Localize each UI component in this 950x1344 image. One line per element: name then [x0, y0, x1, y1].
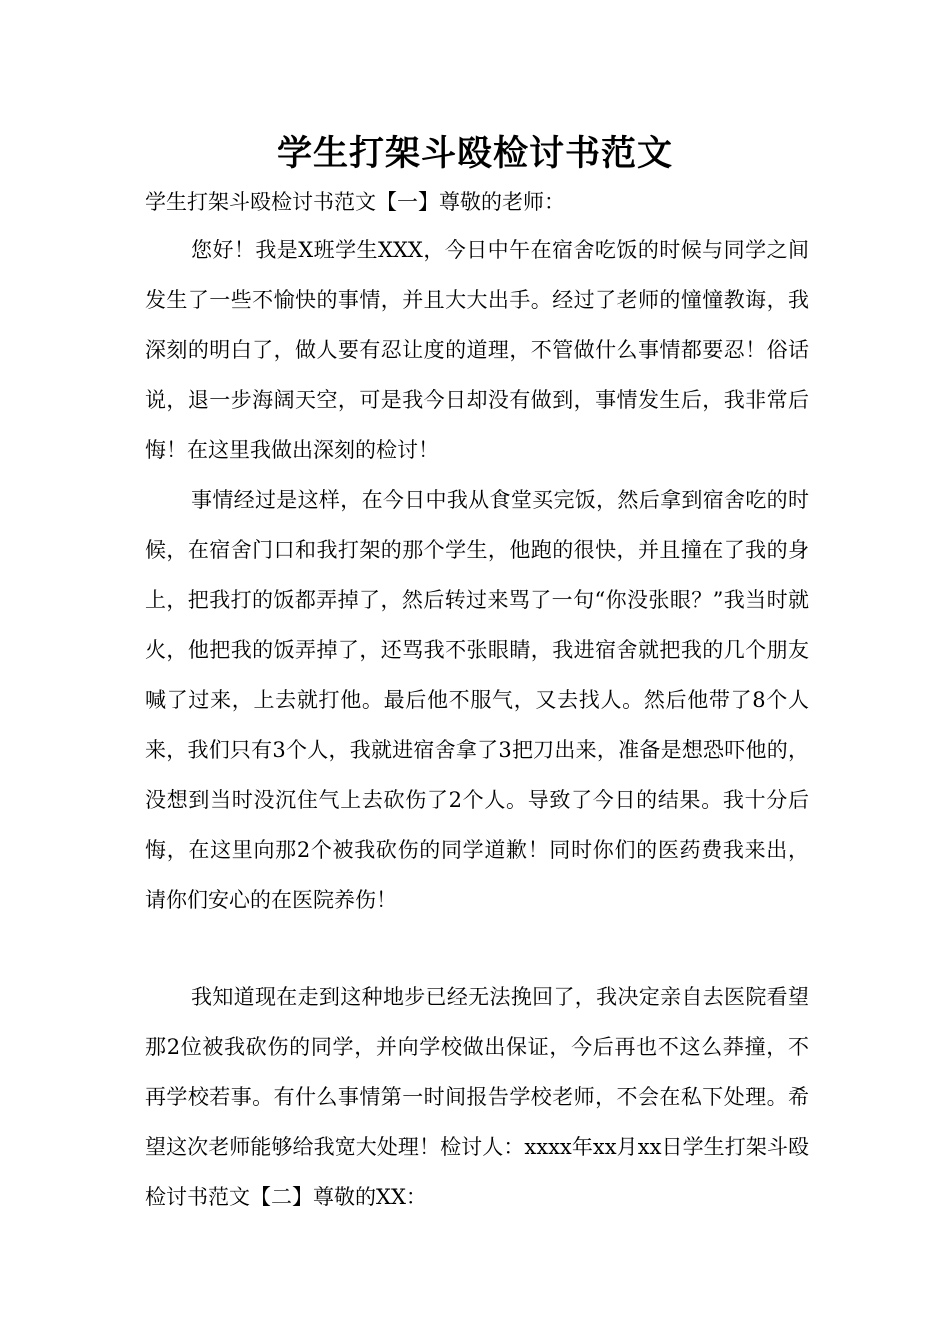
paragraph-3: 我知道现在走到这种地步已经无法挽回了，我决定亲自去医院看望那2位被我砍伤的同学，并向学校做出保证，今后再也不这么莽撞，不再学校若事。有什么事情第一时间报告学校老师，不会在私下处理。希望这次老师能够给我宽大处理！检讨人：xxxx年xx月xx日学生打架斗殴检讨书范文【二】尊敬的XX：: [145, 985, 809, 1209]
paragraph-2: 事情经过是这样，在今日中我从食堂买完饭，然后拿到宿舍吃的时候，在宿舍门口和我打架的那个学生，他跑的很快，并且撞在了我的身上，把我打的饭都弄掉了，然后转过来骂了一句“你没张眼？”我当时就火，他把我的饭弄掉了，还骂我不张眼睛，我进宿舍就把我的几个朋友喊了过来，上去就打他。最后他不服气，又去找人。然后他带了8个人来，我们只有3个人，我就进宿舍拿了3把刀出来，准备是想恐吓他的，没想到当时没沉住气上去砍伤了2个人。导致了今日的结果。我十分后悔，在这里向那2个被我砍伤的同学道歉！同时你们的医药费我来出，请你们安心的在医院养伤！: [145, 488, 809, 912]
document-title: 学生打架斗殴检讨书范文: [276, 134, 673, 174]
paragraph-1: 您好！我是X班学生XXX，今日中午在宿舍吃饭的时候与同学之间发生了一些不愉快的事情，并且大大出手。经过了老师的憧憧教诲，我深刻的明白了，做人要有忍让度的道理，不管做什么事情都要忍！俗话说，退一步海阔天空，可是我今日却没有做到，事情发生后，我非常后悔！在这里我做出深刻的检讨！: [145, 238, 809, 462]
opening-line: 学生打架斗殴检讨书范文【一】尊敬的老师：: [145, 190, 565, 214]
